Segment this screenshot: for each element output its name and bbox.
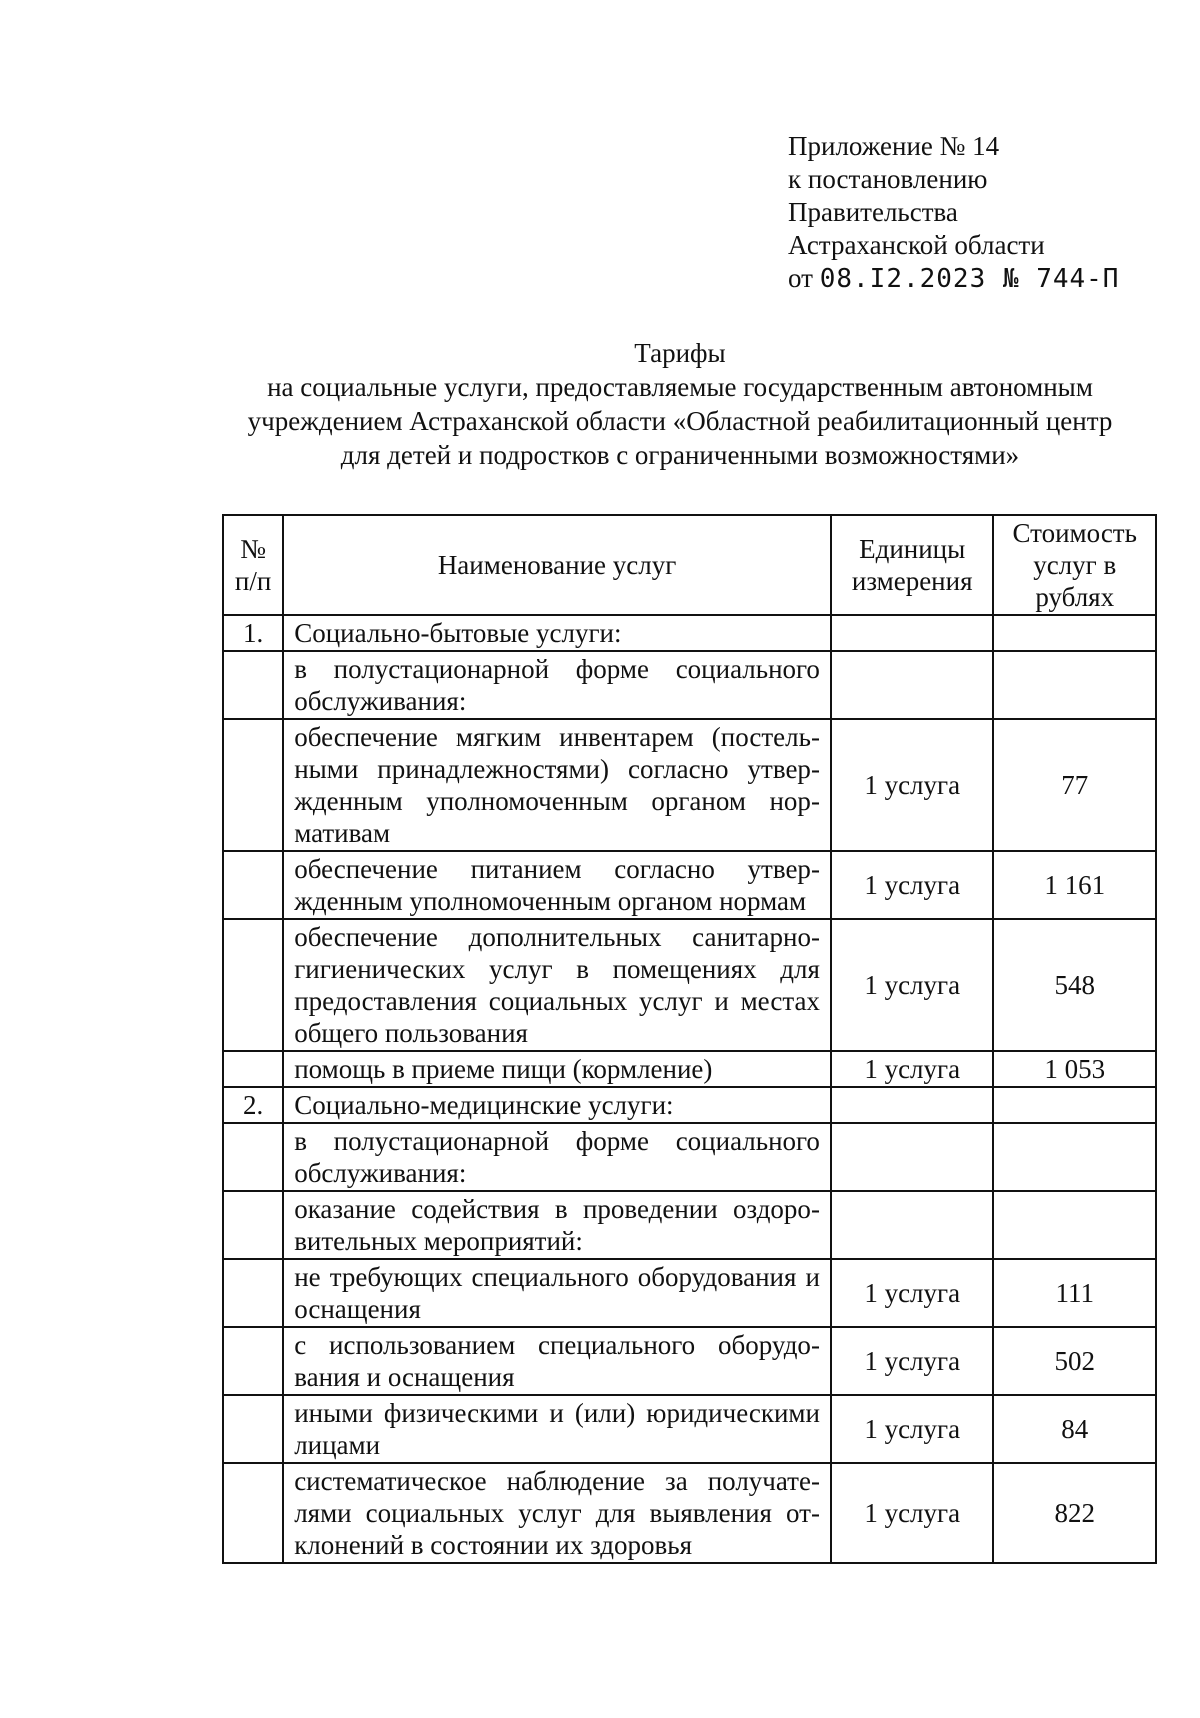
row-name: обеспечение питанием согласно утвержденным уполномоченным органом нормам: [283, 851, 831, 919]
row-name: Социально-медицинские услуги:: [283, 1087, 831, 1123]
row-num: [223, 919, 283, 1051]
row-num: [223, 1463, 283, 1563]
row-unit: [831, 1123, 994, 1191]
row-num: [223, 1191, 283, 1259]
row-price: [993, 615, 1156, 651]
row-price: 548: [993, 919, 1156, 1051]
table-row: [223, 615, 1156, 651]
row-unit: [831, 1191, 994, 1259]
row-num: [223, 1051, 283, 1087]
row-price: 77: [993, 719, 1156, 851]
row-name: систематическое наблюдение за получателями социальных услуг для выявления отклонений в состоянии их здоровья: [283, 1463, 831, 1563]
header-num-line-1: №: [240, 534, 266, 564]
table-row: [223, 1395, 1156, 1463]
annex-line-1: Приложение № 14: [788, 131, 1000, 161]
table-row: [223, 1327, 1156, 1395]
annex-date-prefix: от: [788, 263, 813, 293]
row-num: 2.: [223, 1087, 283, 1123]
header-unit-line-2: измерения: [851, 566, 973, 596]
table-row: [223, 651, 1156, 719]
row-name: помощь в приеме пищи (кормление): [283, 1051, 831, 1087]
table-row: [223, 919, 1156, 1051]
annex-line-2: к постановлению: [788, 164, 988, 194]
row-name: оказание содействия в проведении оздоровительных мероприятий:: [283, 1191, 831, 1259]
header-unit-line-1: Единицы: [859, 534, 966, 564]
row-unit: [831, 615, 994, 651]
row-unit: 1 услуга: [831, 919, 994, 1051]
annex-date-number: 08.I2.2023 № 744-П: [819, 264, 1120, 294]
title-line-3: учреждением Астраханской области «Областной реабилитационный центр: [247, 406, 1113, 436]
table-row: [223, 1463, 1156, 1563]
row-unit: 1 услуга: [831, 1259, 994, 1327]
document-title: [200, 336, 1160, 472]
row-name: в полустационарной форме социального обслуживания:: [283, 651, 831, 719]
annex-date-line: [788, 262, 1119, 296]
row-num: 1.: [223, 615, 283, 651]
table-row: [223, 1123, 1156, 1191]
row-name: не требующих специального оборудования и оснащения: [283, 1259, 831, 1327]
row-price: 111: [993, 1259, 1156, 1327]
table-row: [223, 1191, 1156, 1259]
row-num: [223, 851, 283, 919]
row-unit: 1 услуга: [831, 1395, 994, 1463]
header-num: [223, 515, 283, 615]
row-price: 1 053: [993, 1051, 1156, 1087]
row-unit: [831, 651, 994, 719]
table-row: [223, 1087, 1156, 1123]
row-unit: 1 услуга: [831, 851, 994, 919]
row-unit: 1 услуга: [831, 1051, 994, 1087]
row-name: обеспечение дополнительных санитарно-гигиенических услуг в помещениях для предоставления социальных услуг и местах общего пользования: [283, 919, 831, 1051]
annex-line-4: Астраханской области: [788, 230, 1045, 260]
row-name: в полустационарной форме социального обслуживания:: [283, 1123, 831, 1191]
table-header-row: [223, 515, 1156, 615]
table-row: [223, 1051, 1156, 1087]
row-num: [223, 1327, 283, 1395]
row-name: Социально-бытовые услуги:: [283, 615, 831, 651]
row-price: [993, 651, 1156, 719]
row-price: [993, 1191, 1156, 1259]
row-unit: 1 услуга: [831, 719, 994, 851]
row-unit: 1 услуга: [831, 1463, 994, 1563]
header-num-line-2: п/п: [234, 566, 272, 596]
row-num: [223, 1259, 283, 1327]
row-num: [223, 1395, 283, 1463]
row-name: с использованием специального оборудования и оснащения: [283, 1327, 831, 1395]
header-unit: [831, 515, 994, 615]
table-row: [223, 1259, 1156, 1327]
row-unit: [831, 1087, 994, 1123]
row-name: иными физическими и (или) юридическими лицами: [283, 1395, 831, 1463]
row-price: [993, 1087, 1156, 1123]
row-price: [993, 1123, 1156, 1191]
header-name: Наименование услуг: [283, 515, 831, 615]
table-row: [223, 719, 1156, 851]
header-price-line-3: рублях: [1035, 582, 1115, 612]
header-price: [993, 515, 1156, 615]
row-num: [223, 651, 283, 719]
header-price-line-1: Стоимость: [1012, 518, 1137, 548]
title-line-4: для детей и подростков с ограниченными возможностями»: [340, 440, 1020, 470]
row-num: [223, 1123, 283, 1191]
tariffs-table: [222, 514, 1157, 1564]
title-line-1: Тарифы: [634, 338, 726, 368]
annex-block: [788, 130, 1119, 296]
row-num: [223, 719, 283, 851]
row-price: 1 161: [993, 851, 1156, 919]
row-price: 84: [993, 1395, 1156, 1463]
title-line-2: на социальные услуги, предоставляемые государственным автономным: [267, 372, 1093, 402]
table-row: [223, 851, 1156, 919]
row-unit: 1 услуга: [831, 1327, 994, 1395]
row-name: обеспечение мягким инвентарем (постельными принадлежностями) согласно утвержденным уполномоченным органом нормативам: [283, 719, 831, 851]
header-price-line-2: услуг в: [1033, 550, 1117, 580]
row-price: 502: [993, 1327, 1156, 1395]
row-price: 822: [993, 1463, 1156, 1563]
annex-line-3: Правительства: [788, 197, 958, 227]
